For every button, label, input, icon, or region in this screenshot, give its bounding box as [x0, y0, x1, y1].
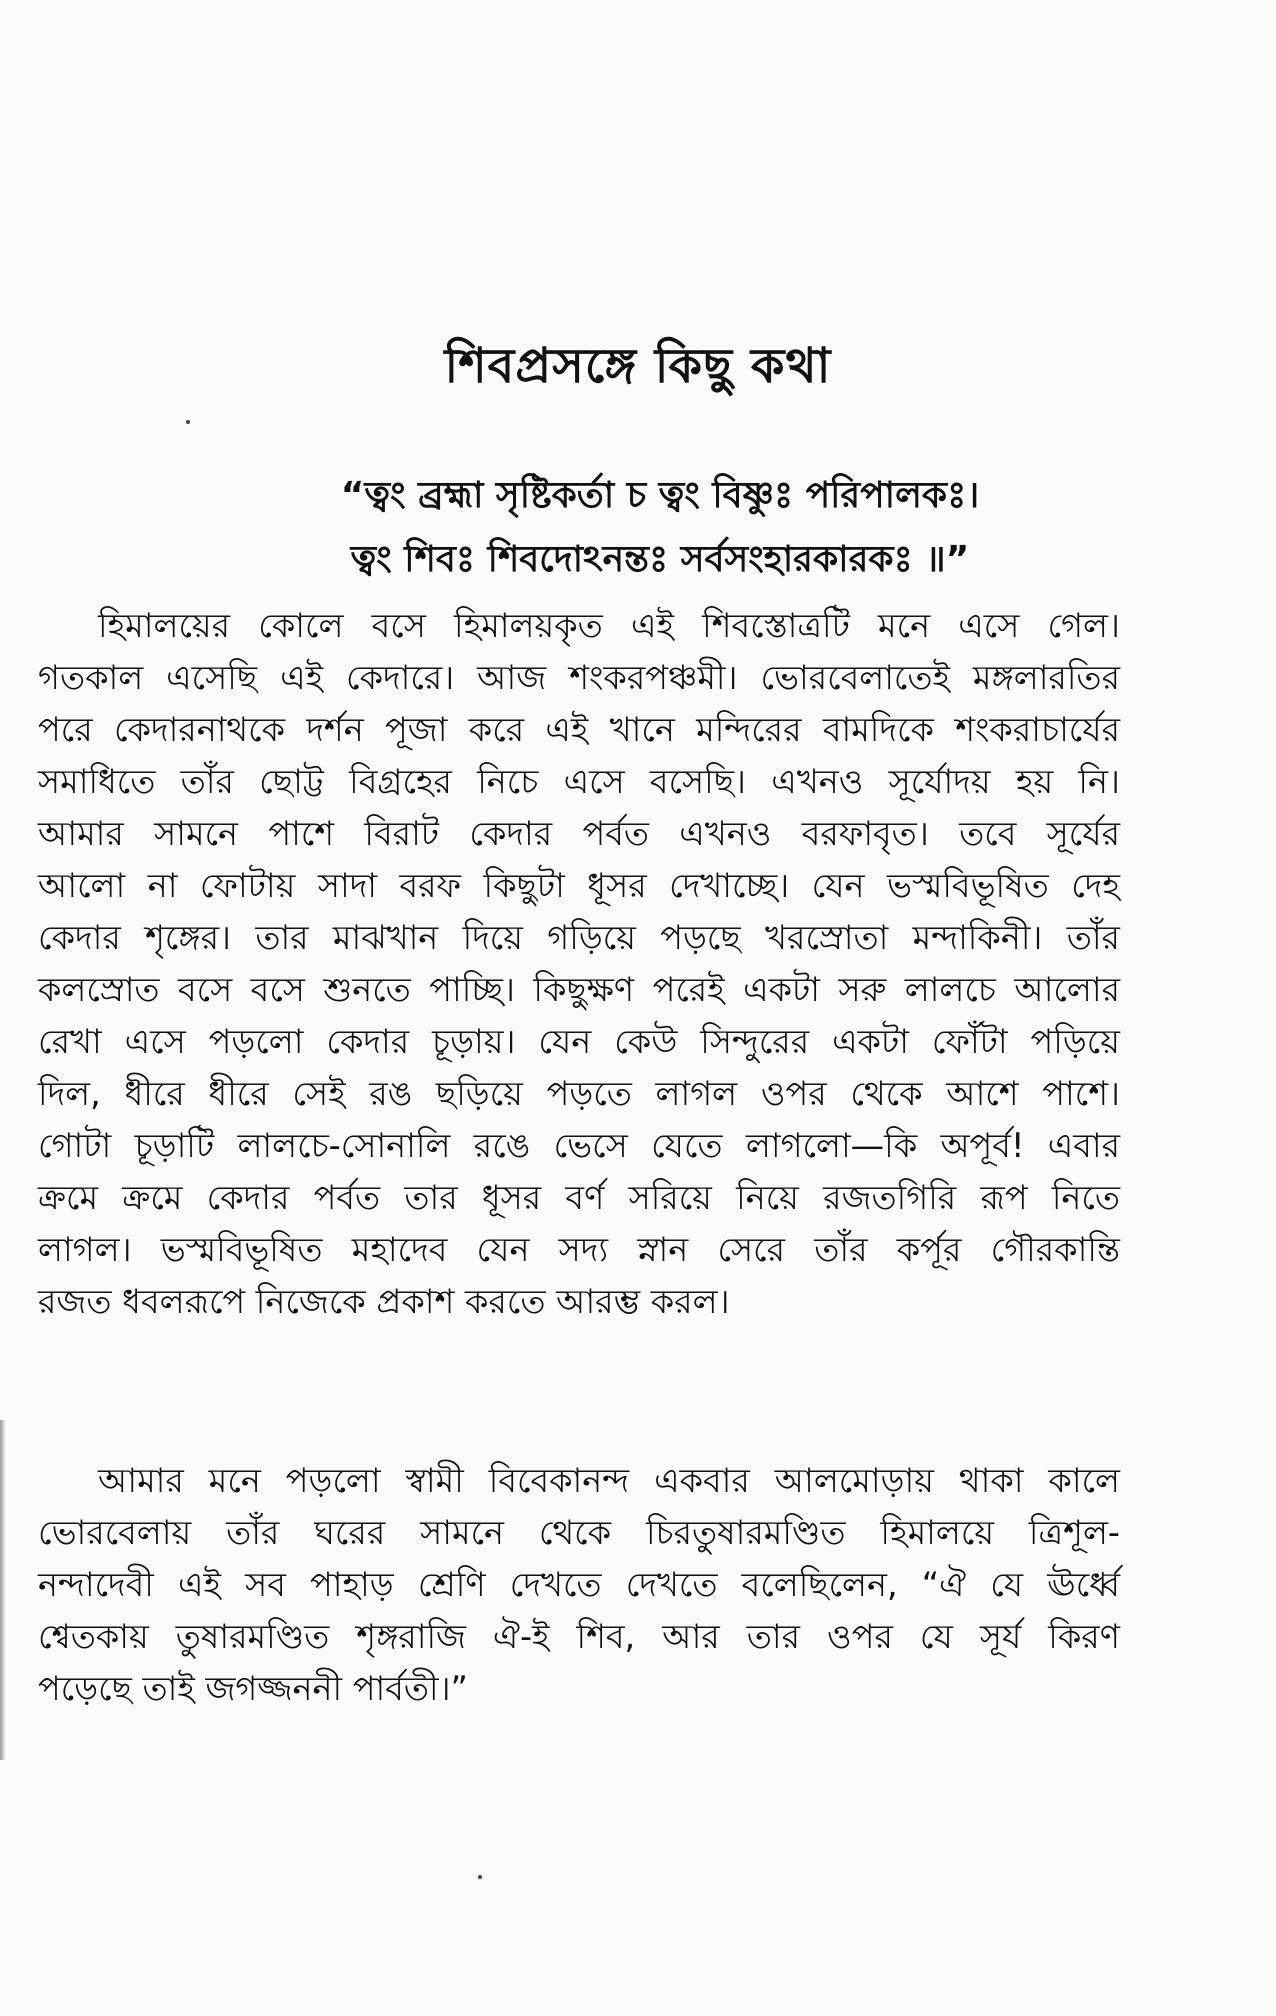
paragraph-line: লাগল। ভস্মবিভূষিত মহাদেব যেন সদ্য স্নান সেরে তাঁর কর্পূর গৌরকান্তি: [38, 1230, 1120, 1269]
print-speck: [478, 1875, 482, 1879]
paragraph-line: কেদার শৃঙ্গের। তার মাঝখান দিয়ে গড়িয়ে পড়ছে খরস্রোতা মন্দাকিনী। তাঁর: [38, 918, 1120, 957]
paragraph-line: রেখা এসে পড়লো কেদার চূড়ায়। যেন কেউ সিন্দুরের একটা ফোঁটা পড়িয়ে: [38, 1022, 1120, 1061]
paragraph-line: গতকাল এসেছি এই কেদারে। আজ শংকরপঞ্চমী। ভোরবেলাতেই মঙ্গলারতির: [38, 658, 1120, 697]
verse-line-1: “ত্বং ব্রহ্মা সৃষ্টিকর্তা চ ত্বং বিষ্ণুঃ পরিপালকঃ।: [340, 475, 980, 516]
page-edge-shadow: [0, 1420, 6, 1760]
paragraph-1: [38, 600, 1120, 1328]
paragraph-line: রজত ধবলরূপে নিজেকে প্রকাশ করতে আরম্ভ করল।: [38, 1282, 730, 1321]
paragraph-line: পরে কেদারনাথকে দর্শন পূজা করে এই খানে মন্দিরের বামদিকে শংকরাচার্যের: [38, 710, 1120, 749]
paragraph-line: নন্দাদেবী এই সব পাহাড় শ্রেণি দেখতে দেখতে বলেছিলেন, “ঐ যে ঊর্ধ্বে: [38, 1565, 1120, 1604]
paragraph-line: সমাধিতে তাঁর ছোট্ট বিগ্রহের নিচে এসে বসেছি। এখনও সূর্যোদয় হয় নি।: [38, 762, 1120, 801]
print-speck: [186, 420, 190, 424]
paragraph-2: [38, 1455, 1120, 1715]
paragraph-line: আমার সামনে পাশে বিরাট কেদার পর্বত এখনও বরফাবৃত। তবে সূর্যের: [38, 814, 1120, 853]
paragraph-line: শ্বেতকায় তুষারমণ্ডিত শৃঙ্গরাজি ঐ-ই শিব, আর তার ওপর যে সূর্য কিরণ: [38, 1617, 1120, 1656]
verse-line-2: ত্বং শিবঃ শিবদোঽনন্তঃ সর্বসংহারকারকঃ ॥”: [350, 539, 970, 580]
paragraph-line: পড়েছে তাই জগজ্জননী পার্বতী।”: [38, 1669, 468, 1708]
paragraph-line: ভোরবেলায় তাঁর ঘরের সামনে থেকে চিরতুষারমণ্ডিত হিমালয়ে ত্রিশূল-: [38, 1513, 1120, 1552]
paragraph-line: ক্রমে ক্রমে কেদার পর্বত তার ধূসর বর্ণ সরিয়ে নিয়ে রজতগিরি রূপ নিতে: [38, 1178, 1121, 1217]
paragraph-line: দিল, ধীরে ধীরে সেই রঙ ছড়িয়ে পড়তে লাগল ওপর থেকে আশে পাশে।: [38, 1074, 1120, 1113]
paragraph-line: কলস্রোত বসে বসে শুনতে পাচ্ছি। কিছুক্ষণ পরেই একটা সরু লালচে আলোর: [38, 970, 1120, 1009]
paragraph-line: হিমালয়ের কোলে বসে হিমালয়কৃত এই শিবস্তোত্রটি মনে এসে গেল।: [98, 606, 1120, 645]
page-title: শিবপ্রসঙ্গে কিছু কথা: [444, 338, 832, 394]
paragraph-line: আলো না ফোটায় সাদা বরফ কিছুটা ধূসর দেখাচ্ছে। যেন ভস্মবিভূষিত দেহ: [38, 866, 1120, 905]
paragraph-line: গোটা চূড়াটি লালচে-সোনালি রঙে ভেসে যেতে লাগলো—কি অপূর্ব! এবার: [38, 1126, 1120, 1165]
paragraph-line: আমার মনে পড়লো স্বামী বিবেকানন্দ একবার আলমোড়ায় থাকা কালে: [98, 1461, 1120, 1500]
